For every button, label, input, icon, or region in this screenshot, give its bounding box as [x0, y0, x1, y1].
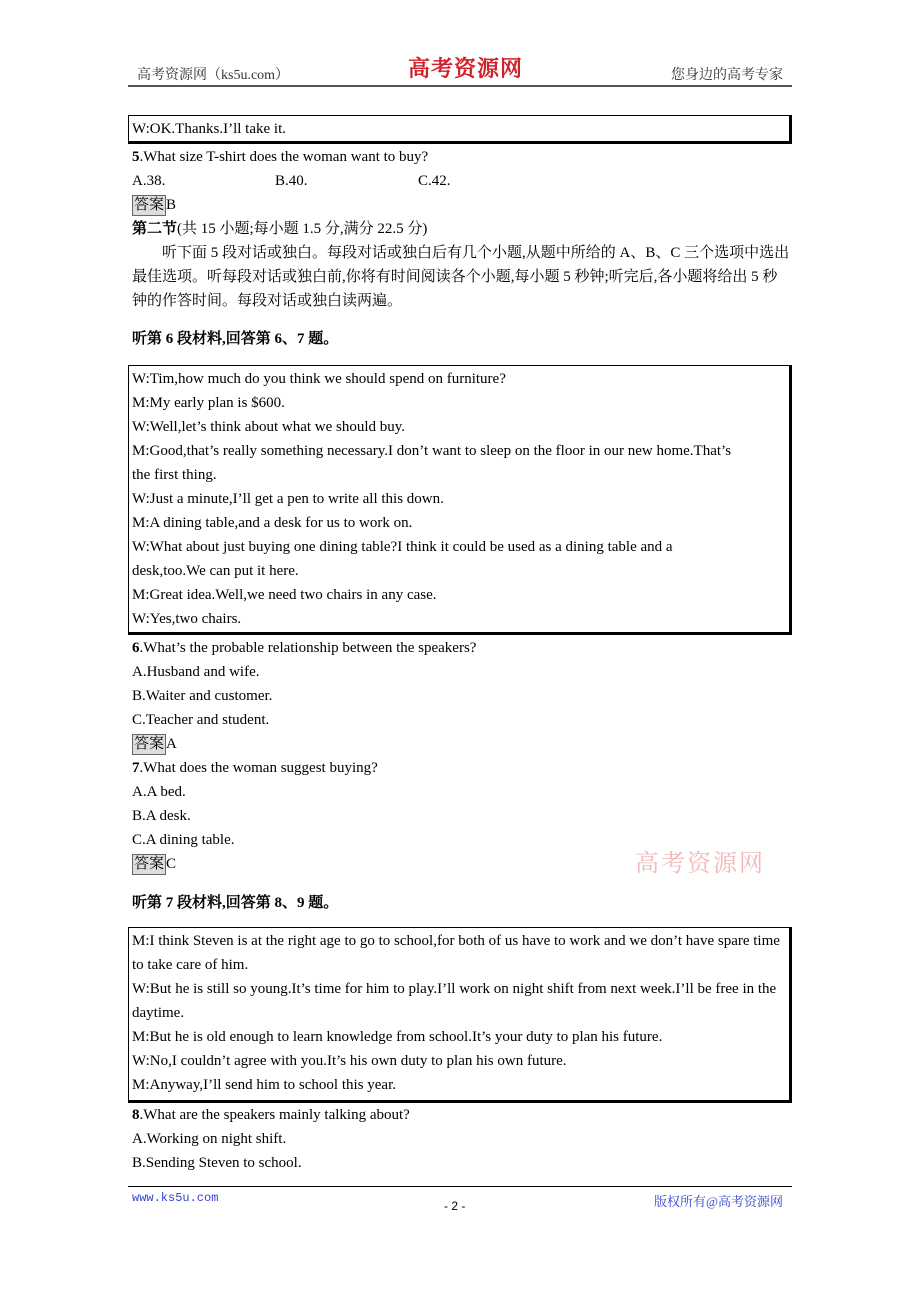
- dialogue-box-5: [128, 115, 792, 144]
- section-title: 第二节: [132, 221, 178, 237]
- page-number: - 2 -: [444, 1199, 466, 1213]
- dialogue-line: W:What about just buying one dining table?I think it could be used as a dining table and a desk,too.We can put it here.: [132, 539, 673, 579]
- dialogue-box-7: [128, 927, 792, 1103]
- dialogue-line: W:OK.Thanks.I’ll take it.: [132, 121, 286, 137]
- question-number: 5: [132, 149, 140, 165]
- dialogue-line: M:Good,that’s really something necessary.I don’t want to sleep on the floor in our new home.That’s the first thing.: [132, 443, 732, 483]
- question-number: 8: [132, 1107, 140, 1123]
- dialogue-line: M:But he is old enough to learn knowledge from school.It’s your duty to plan his future.: [132, 1029, 663, 1045]
- option: B.A desk.: [132, 808, 191, 824]
- heading-material-6: 听第 6 段材料,回答第 6、7 题。: [132, 331, 339, 347]
- question-text: .What’s the probable relationship between the speakers?: [139, 640, 477, 656]
- dialogue-line: W:But he is still so young.It’s time for him to play.I’ll work on night shift from next week.I’ll be free in the daytime.: [132, 981, 777, 1021]
- section-instructions: 听下面 5 段对话或独白。每段对话或独白后有几个小题,从题中所给的 A、B、C 三个选项中选出最佳选项。听每段对话或独白前,你将有时间阅读各个小题,每小题 5 秒钟;听完后,各小题将给出 5 秒钟的作答时间。每段对话或独白读两遍。: [132, 245, 790, 309]
- option: C.A dining table.: [132, 832, 235, 848]
- option: C.42.: [418, 173, 451, 189]
- dialogue-line: W:Well,let’s think about what we should buy.: [132, 419, 406, 435]
- section-subtitle: (共 15 小题;每小题 1.5 分,满分 22.5 分): [177, 221, 428, 237]
- answer-label: 答案: [132, 734, 166, 755]
- question-text: .What size T-shirt does the woman want to buy?: [139, 149, 429, 165]
- header-right: 您身边的高考专家: [671, 68, 783, 83]
- option: A.38.: [132, 173, 166, 189]
- option: B.Waiter and customer.: [132, 688, 273, 704]
- option: A.A bed.: [132, 784, 186, 800]
- dialogue-line: W:Tim,how much do you think we should spend on furniture?: [132, 371, 506, 387]
- dialogue-line: M:A dining table,and a desk for us to work on.: [132, 515, 413, 531]
- dialogue-line: M:I think Steven is at the right age to go to school,for both of us have to work and we don’t have spare time to take care of him.: [132, 933, 780, 973]
- dialogue-line: W:Yes,two chairs.: [132, 611, 242, 627]
- dialogue-box-6: [128, 365, 792, 635]
- footer-link[interactable]: www.ks5u.com: [132, 1191, 219, 1205]
- dialogue-line: M:Great idea.Well,we need two chairs in any case.: [132, 587, 437, 603]
- answer-value: B: [166, 197, 177, 213]
- question-text: .What does the woman suggest buying?: [139, 760, 378, 776]
- answer-label: 答案: [132, 195, 166, 216]
- answer-value: C: [166, 856, 177, 872]
- option: B.Sending Steven to school.: [132, 1155, 302, 1171]
- footer-copyright: 版权所有@高考资源网: [654, 1194, 783, 1209]
- footer-rule: [128, 1186, 792, 1187]
- dialogue-line: M:Anyway,I’ll send him to school this year.: [132, 1077, 396, 1093]
- site-logo: 高考资源网: [408, 56, 524, 81]
- header-left: 高考资源网（ks5u.com）: [137, 68, 290, 83]
- watermark: 高考资源网: [635, 851, 765, 877]
- question-text: .What are the speakers mainly talking about?: [139, 1107, 410, 1123]
- heading-material-7: 听第 7 段材料,回答第 8、9 题。: [132, 895, 339, 911]
- question-8: [132, 1103, 792, 1175]
- question-number: 7: [132, 760, 140, 776]
- header-rule: [128, 85, 792, 87]
- dialogue-line: W:No,I couldn’t agree with you.It’s his own duty to plan his own future.: [132, 1053, 567, 1069]
- option: A.Husband and wife.: [132, 664, 260, 680]
- question-6-7: [132, 636, 792, 876]
- option: B.40.: [275, 173, 308, 189]
- question-5: [132, 145, 792, 313]
- dialogue-line: W:Just a minute,I’ll get a pen to write all this down.: [132, 491, 444, 507]
- question-number: 6: [132, 640, 140, 656]
- option: A.Working on night shift.: [132, 1131, 287, 1147]
- option: C.Teacher and student.: [132, 712, 270, 728]
- dialogue-line: M:My early plan is $600.: [132, 395, 285, 411]
- answer-value: A: [166, 736, 177, 752]
- answer-label: 答案: [132, 854, 166, 875]
